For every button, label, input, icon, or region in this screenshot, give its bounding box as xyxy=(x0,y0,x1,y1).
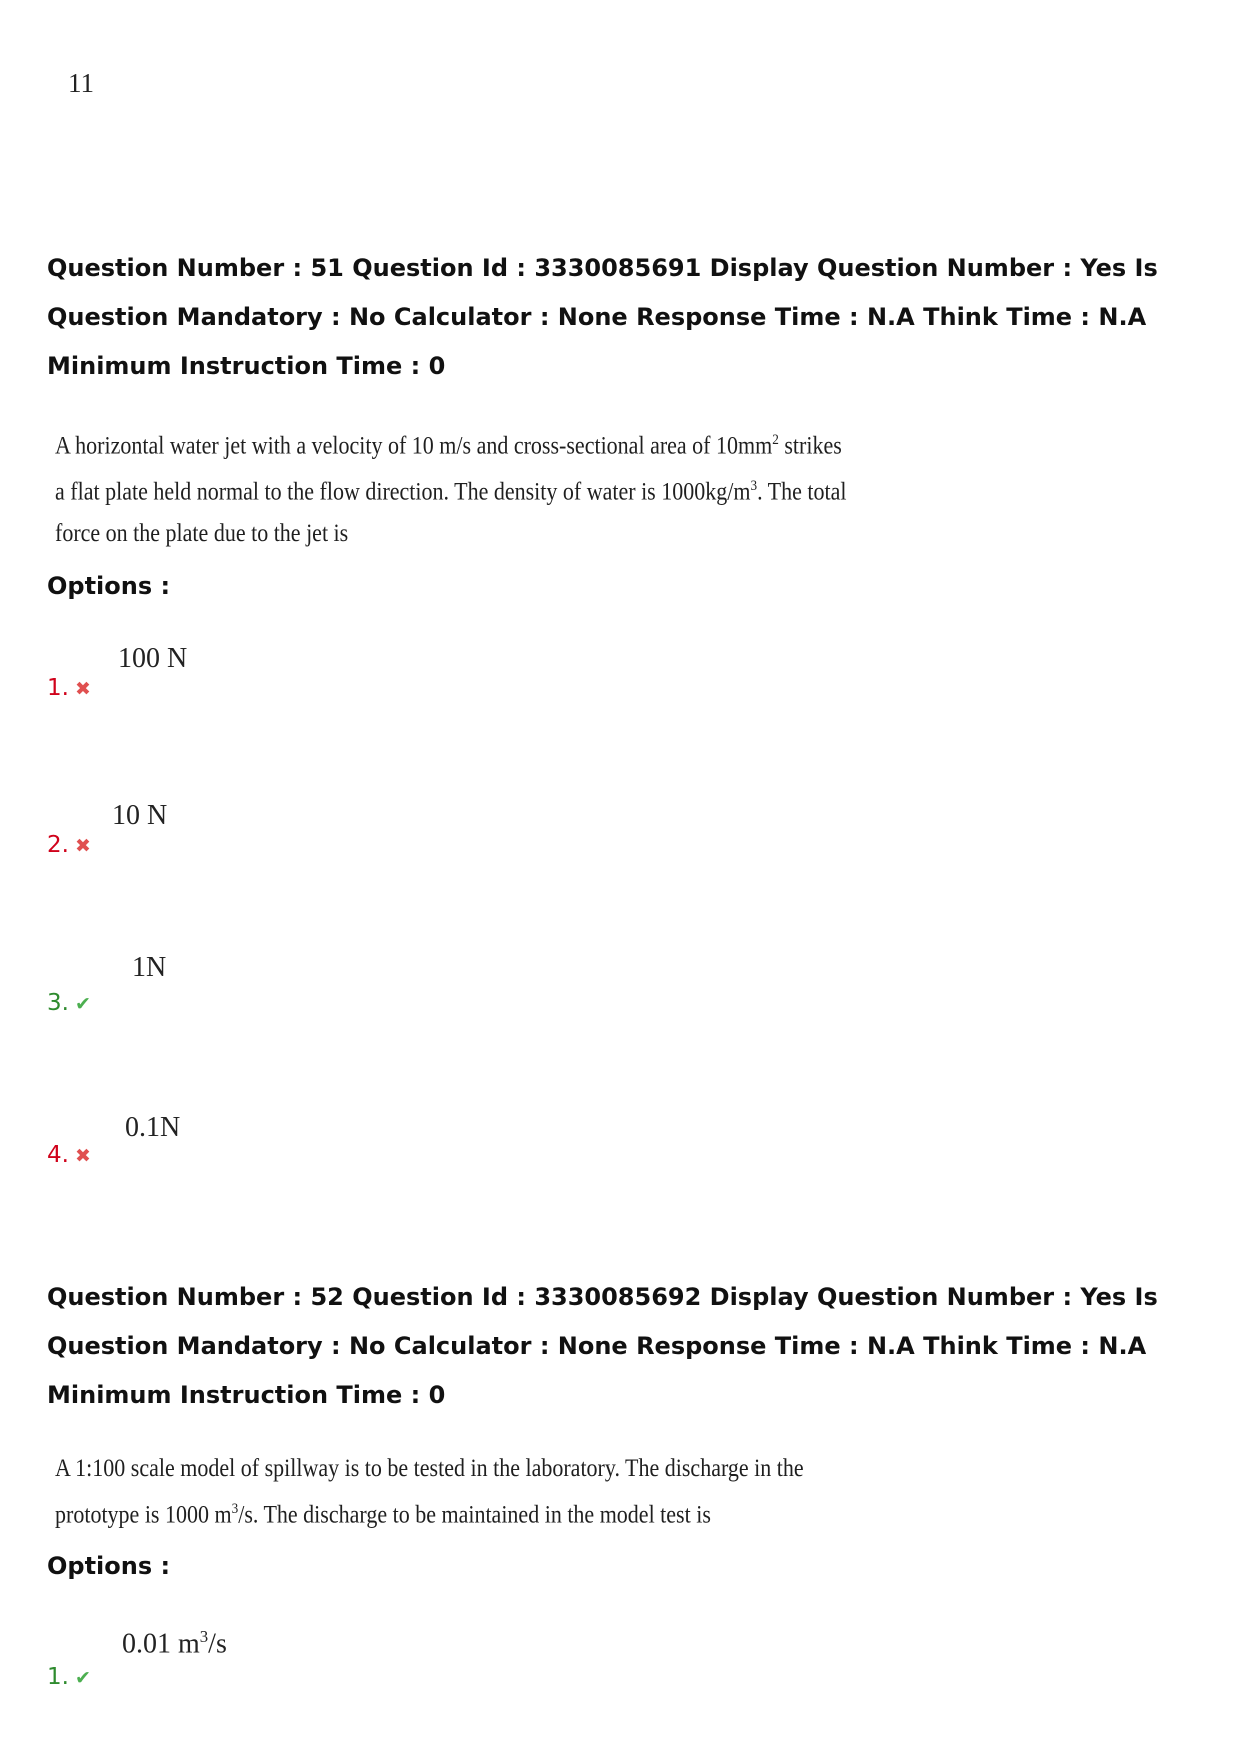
question-51-options-label: Options : xyxy=(47,572,171,600)
cross-mark-icon: ✖ xyxy=(74,1145,91,1167)
q51-option-2-value: 10 N xyxy=(112,800,168,831)
q51-option-3-value: 1N xyxy=(132,952,167,983)
q51-option-3-number: 3. xyxy=(47,990,69,1016)
question-51-meta: Question Number : 51 Question Id : 3330085691 Display Question Number : Yes Is Question Mandatory : No Calculator : None Response Time : N.A Think Time : N.A Minimum Instruction Time : 0 xyxy=(47,254,1158,380)
question-51-text: A horizontal water jet with a velocity of 10 m/s and cross-sectional area of $10mm^2$ strikes a flat plate held normal to the flow direction. The density of water is $1000kg/m^3$. The total force on the plate due to the jet is xyxy=(55,432,847,547)
q52-option-1 xyxy=(47,1664,91,1690)
q52-option-1-value: 0.01 $m^3/s$ xyxy=(122,1627,227,1660)
q51-option-2-number: 2. xyxy=(47,832,69,858)
q51-option-2 xyxy=(47,832,91,858)
check-mark-icon: ✔ xyxy=(74,993,91,1015)
cross-mark-icon: ✖ xyxy=(74,835,91,857)
q52-option-1-number: 1. xyxy=(47,1664,69,1690)
q51-option-4-value: 0.1N xyxy=(125,1112,181,1143)
q51-option-3 xyxy=(47,990,91,1016)
question-52-meta: Question Number : 52 Question Id : 3330085692 Display Question Number : Yes Is Question Mandatory : No Calculator : None Response Time : N.A Think Time : N.A Minimum Instruction Time : 0 xyxy=(47,1283,1158,1409)
check-mark-icon: ✔ xyxy=(74,1667,91,1689)
previous-answer-value: 11 xyxy=(68,68,94,98)
q51-option-1-number: 1. xyxy=(47,675,69,701)
q51-option-1 xyxy=(47,675,91,701)
question-52-text: A 1:100 scale model of spillway is to be tested in the laboratory. The discharge in the prototype is 1000 $m^3/s$. The discharge to be maintained in the model test is xyxy=(55,1455,804,1529)
question-52-options-label: Options : xyxy=(47,1552,171,1580)
q51-option-4-number: 4. xyxy=(47,1142,69,1168)
cross-mark-icon: ✖ xyxy=(74,678,91,700)
q51-option-1-value: 100 N xyxy=(118,643,188,674)
q51-option-4 xyxy=(47,1142,91,1168)
